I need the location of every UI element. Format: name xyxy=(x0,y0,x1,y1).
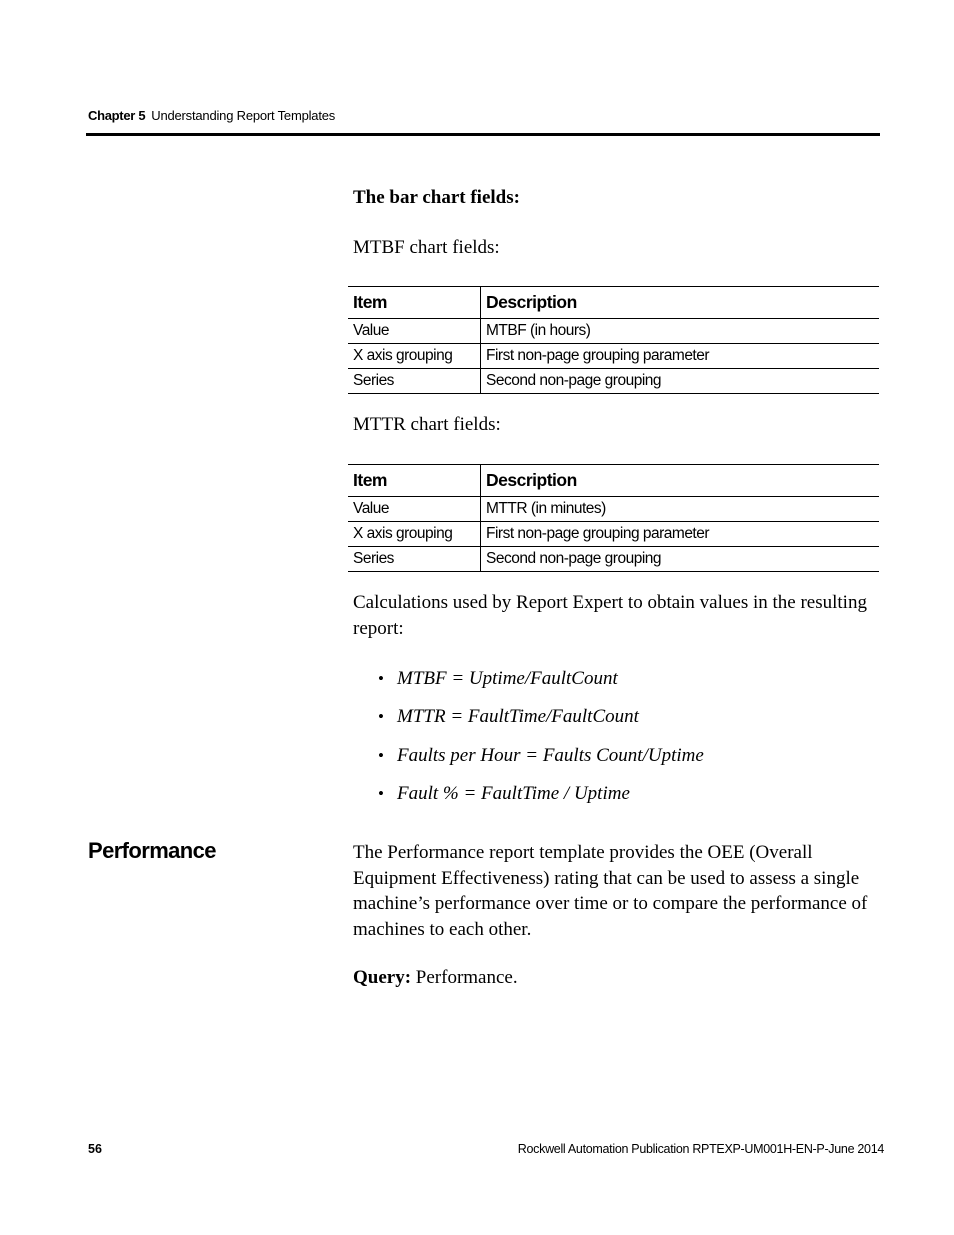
formula-list xyxy=(378,665,704,818)
table-cell-description: First non-page grouping parameter xyxy=(481,522,880,547)
performance-heading: Performance xyxy=(88,838,216,863)
table-row xyxy=(348,497,879,522)
table-row xyxy=(348,319,879,344)
table-cell-item: X axis grouping xyxy=(348,344,481,369)
column-header-description: Description xyxy=(481,287,880,319)
chapter-number: Chapter 5 xyxy=(88,108,146,123)
table-cell-description: First non-page grouping parameter xyxy=(481,344,880,369)
list-item xyxy=(378,742,704,780)
bullet-icon: • xyxy=(378,745,384,765)
query-label: Query: xyxy=(353,967,412,988)
chapter-title: Understanding Report Templates xyxy=(151,108,336,123)
table-row xyxy=(348,369,879,394)
table-cell-description: MTBF (in hours) xyxy=(481,319,880,344)
bullet-icon: • xyxy=(378,707,384,727)
bar-chart-fields-heading: The bar chart fields: xyxy=(353,187,520,208)
table-cell-item: Series xyxy=(348,547,481,572)
performance-paragraph: The Performance report template provides the OEE (Overall Equipment Effectiveness) rating that can be used to assess a single machine’s performance over time or to compare the performance of machines to each other. xyxy=(353,842,868,940)
running-header xyxy=(88,108,335,123)
column-header-item: Item xyxy=(348,287,481,319)
column-header-description: Description xyxy=(481,465,880,497)
table-cell-item: Value xyxy=(348,497,481,522)
table-row xyxy=(348,344,879,369)
table-cell-description: MTTR (in minutes) xyxy=(481,497,880,522)
table-header-row xyxy=(348,465,879,497)
list-item xyxy=(378,665,704,703)
calculations-intro: Calculations used by Report Expert to obtain values in the resulting report: xyxy=(353,592,867,639)
header-rule xyxy=(86,133,880,136)
bullet-icon: • xyxy=(378,783,384,803)
formula-fault-percent: Fault % = FaultTime / Uptime xyxy=(397,782,630,804)
column-header-item: Item xyxy=(348,465,481,497)
table-header-row xyxy=(348,287,879,319)
table-cell-description: Second non-page grouping xyxy=(481,369,880,394)
mtbf-fields-label: MTBF chart fields: xyxy=(353,237,500,258)
mttr-fields-label: MTTR chart fields: xyxy=(353,414,501,435)
publication-id: Rockwell Automation Publication RPTEXP-UM001H-EN-P-June 2014 xyxy=(517,1142,884,1156)
formula-mtbf: MTBF = Uptime/FaultCount xyxy=(397,668,618,689)
list-item xyxy=(378,703,704,741)
table-cell-description: Second non-page grouping xyxy=(481,547,880,572)
list-item xyxy=(378,780,704,818)
table-cell-item: Value xyxy=(348,319,481,344)
formula-faults-per-hour: Faults per Hour = Faults Count/Uptime xyxy=(397,744,704,766)
mttr-fields-table xyxy=(348,464,879,572)
table-row xyxy=(348,522,879,547)
table-cell-item: X axis grouping xyxy=(348,522,481,547)
page-number: 56 xyxy=(88,1142,102,1156)
table-cell-item: Series xyxy=(348,369,481,394)
query-value: Performance. xyxy=(415,967,518,988)
bullet-icon: • xyxy=(378,669,384,688)
formula-mttr: MTTR = FaultTime/FaultCount xyxy=(397,706,639,728)
table-row xyxy=(348,547,879,572)
mtbf-fields-table xyxy=(348,286,879,394)
query-line xyxy=(353,965,883,991)
